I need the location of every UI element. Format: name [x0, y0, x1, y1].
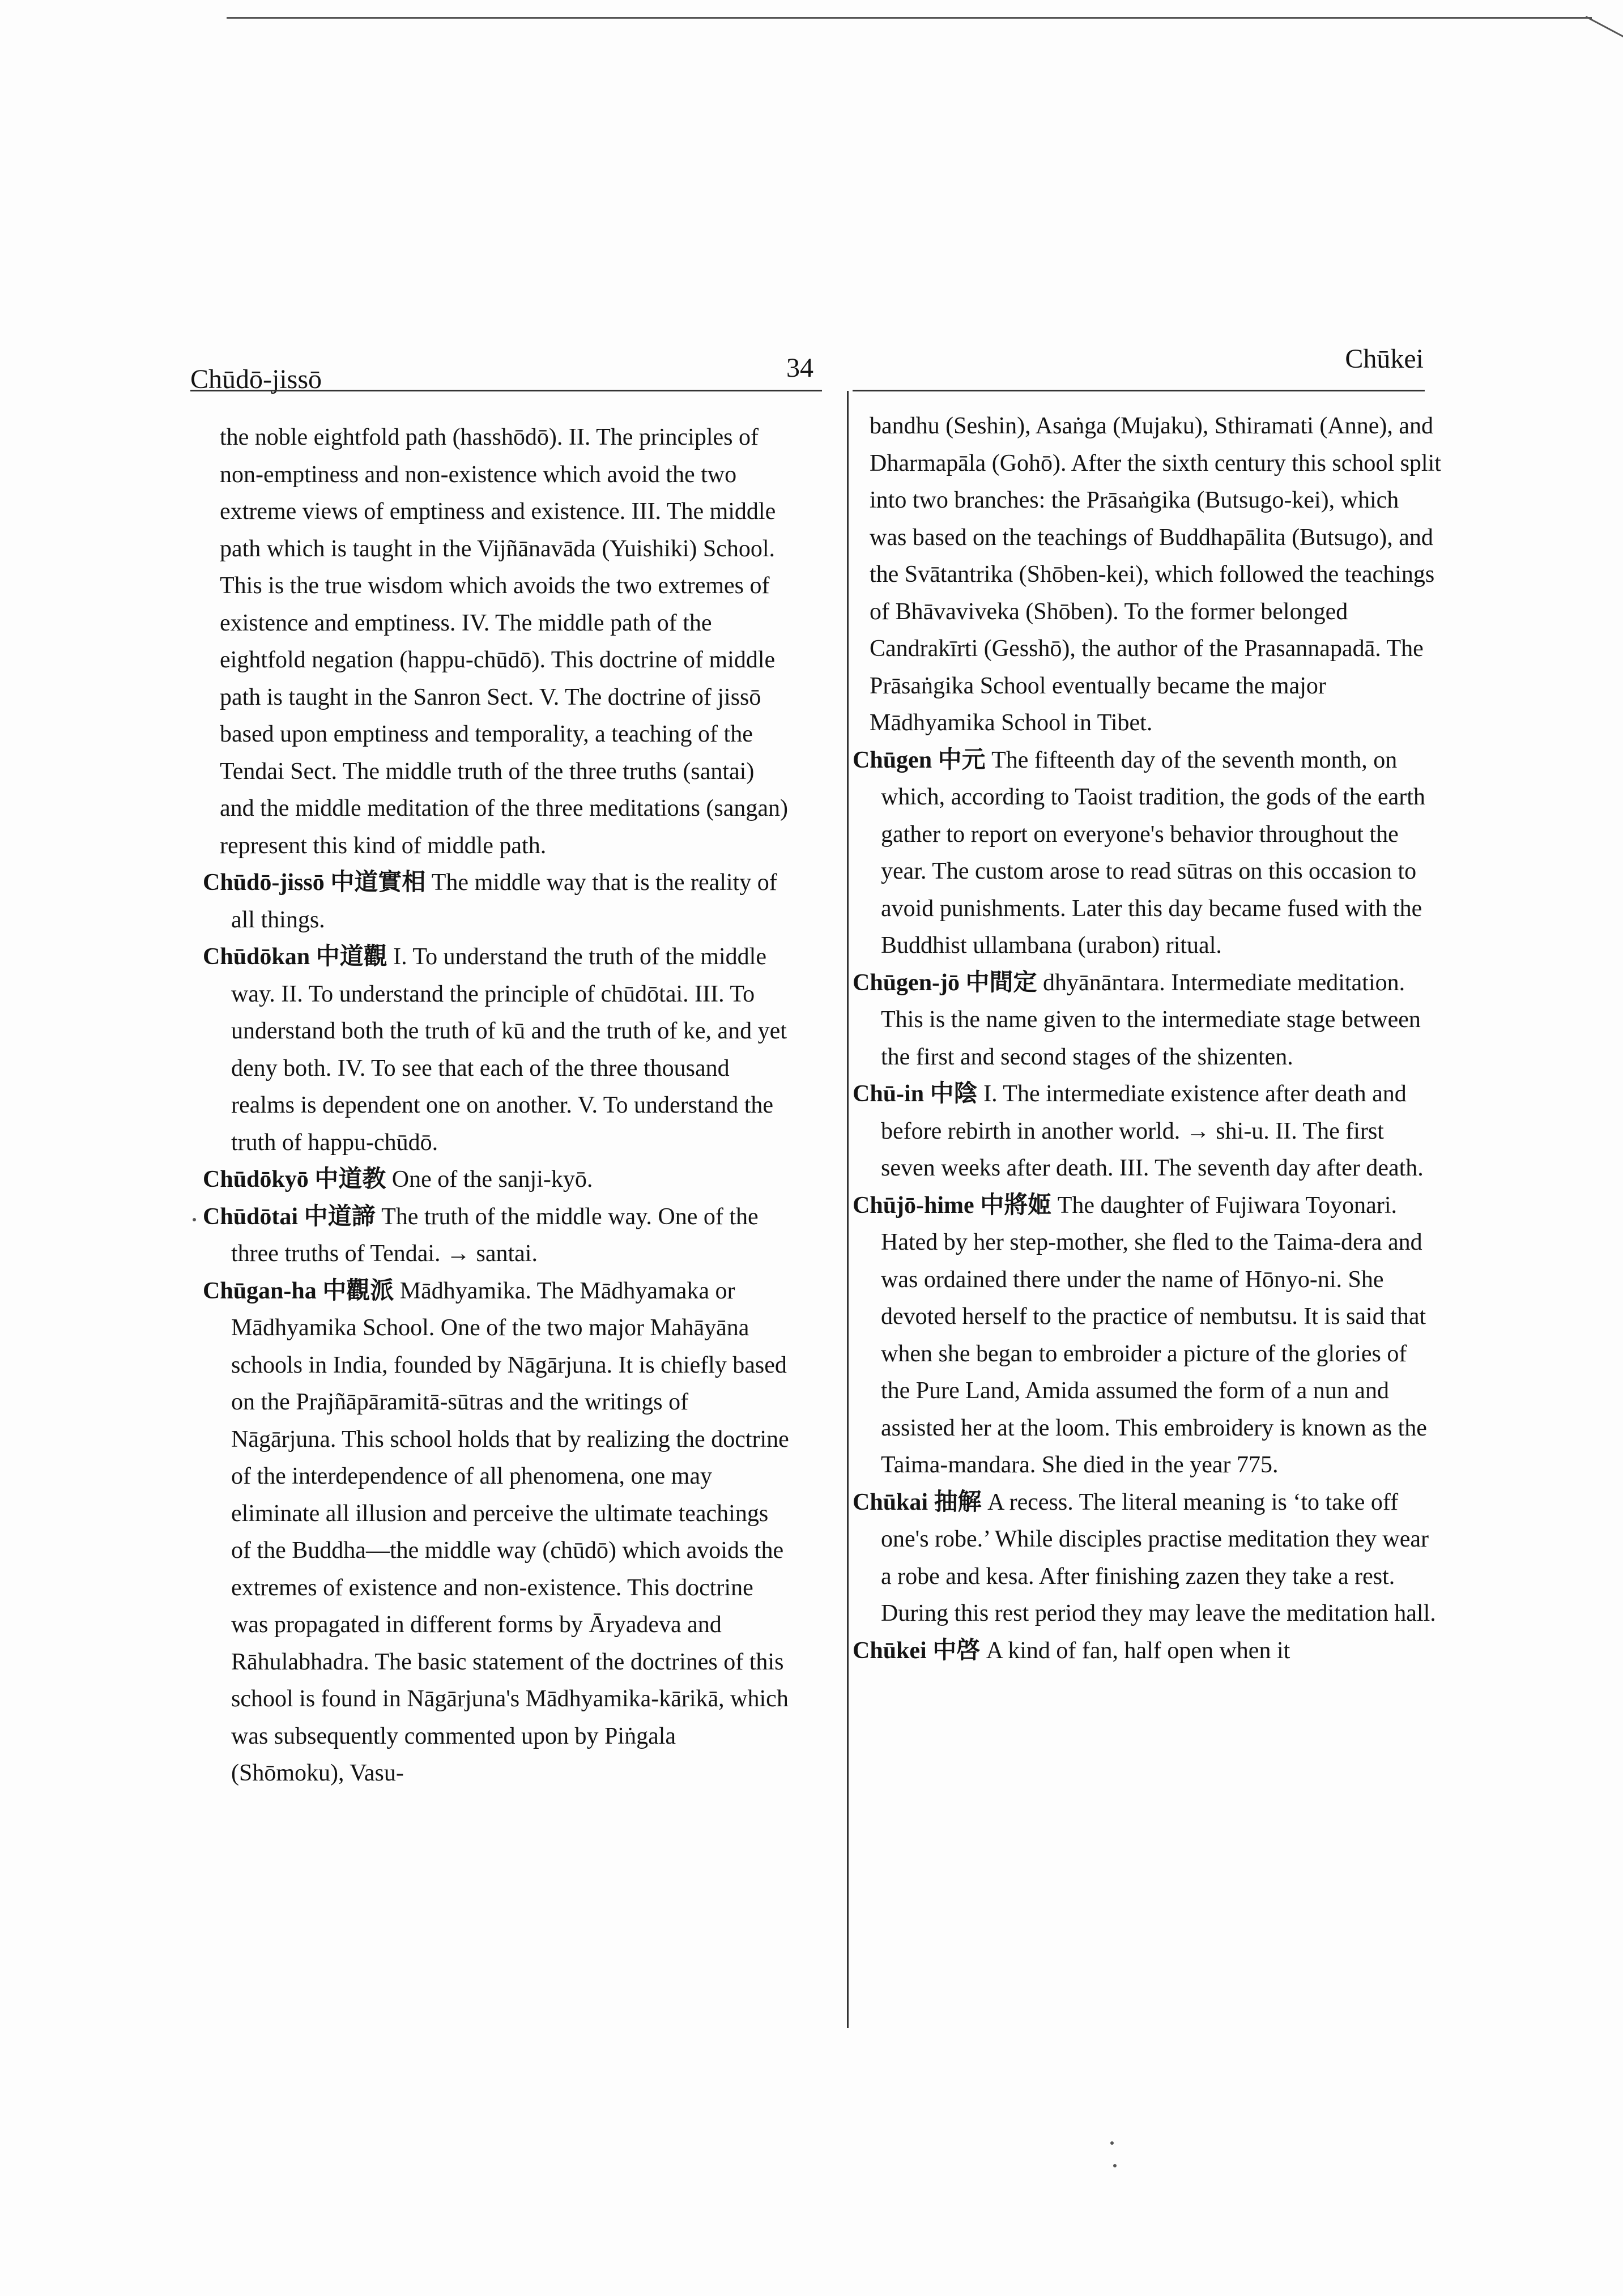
entry-term: Chūdōkan — [203, 944, 310, 970]
continuation-text: bandhu (Seshin), Asaṅga (Mujaku), Sthiramati (Anne), and Dharmapāla (Gohō). After the sixth century this school split into two branches: the Prāsaṅgika (Butsugo-kei), which was based on the teachings of Buddhapālita (Butsugo), and the Svātantrika (Shōben-kei), which followed the teachings of Bhāvaviveka (Shōben). To the former belonged Candrakīrti (Gesshō), the author of the Prasannapadā. The Prāsaṅgika School eventually became the major Mādhyamika School in Tibet. — [870, 413, 1441, 736]
entry-definition: dhyānāntara. Intermediate meditation. This is the name given to the intermediate stage between the first and second stages of the shizenten. — [881, 969, 1421, 1070]
entry-term: Chū-in — [853, 1081, 925, 1107]
scan-speck — [193, 1218, 196, 1221]
running-head-right: Chūkei — [1345, 344, 1424, 374]
entry-term: Chūkai — [853, 1489, 928, 1515]
entry-kanji: 中觀派 — [322, 1277, 394, 1304]
left-column — [203, 419, 792, 1792]
entry-kanji: 中道實相 — [330, 870, 426, 896]
entry-definition: The middle way that is the reality of all things. — [231, 870, 777, 933]
entry-term: Chūdōkyō — [203, 1166, 309, 1192]
scan-speck — [1110, 2141, 1114, 2145]
dictionary-entry — [203, 864, 792, 939]
entry-definition: I. The intermediate existence after death and before rebirth in another world. → shi-u. II. The first seven weeks after death. III. The seventh day after death. — [881, 1081, 1424, 1181]
entry-definition: A recess. The literal meaning is ‘to take off one's robe.’ While disciples practise meditation they wear a robe and kesa. After finishing zazen they take a rest. During this rest period they may leave the meditation hall. — [881, 1489, 1436, 1626]
entry-term: Chūkei — [853, 1637, 927, 1664]
dictionary-entry — [853, 1633, 1442, 1670]
scan-speck — [1113, 2164, 1117, 2167]
page-top-rule — [227, 17, 1592, 19]
dictionary-entry — [853, 1484, 1442, 1633]
entry-kanji: 中道教 — [314, 1166, 386, 1192]
entry-term: Chūdō-jissō — [203, 870, 325, 896]
entry-definition: I. To understand the truth of the middle way. II. To understand the principle of chūdōtai. III. To understand both the truth of kū and the truth of ke, and yet deny both. IV. To see that each of the three thousand realms is dependent one on another. V. To understand the truth of happu-chūdō. — [231, 944, 787, 1156]
entry-definition: The daughter of Fujiwara Toyonari. Hated by her step-mother, she fled to the Taima-dera and was ordained there under the name of Hōnyo-ni. She devoted herself to the practice of nembutsu. It is said that when she began to embroider a picture of the glories of the Pure Land, Amida assumed the form of a nun and assisted her at the loom. This embroidery is known as the Taima-mandara. She died in the year 775. — [881, 1192, 1427, 1478]
entry-kanji: 中道觀 — [316, 944, 387, 970]
page-corner-mark — [1586, 16, 1623, 41]
entry-definition: The truth of the middle way. One of the three truths of Tendai. → santai. — [231, 1203, 759, 1267]
page-number: 34 — [786, 353, 813, 383]
entry-definition: One of the sanji-kyō. — [391, 1166, 593, 1192]
entry-kanji: 中陰 — [930, 1081, 978, 1107]
dictionary-entry — [853, 1187, 1442, 1484]
entry-kanji: 抽解 — [934, 1489, 982, 1515]
entry-term: Chūjō-hime — [853, 1192, 974, 1219]
dictionary-entry — [853, 965, 1442, 1076]
entry-term: Chūgen-jō — [853, 969, 960, 996]
entry-kanji: 中間定 — [965, 969, 1037, 996]
header-rule-right — [853, 390, 1425, 391]
continuation-text: the noble eightfold path (hasshōdō). II. The principles of non-emptiness and non-existence which avoid the two extreme views of emptiness and existence. III. The middle path which is taught in the Vijñānavāda (Yuishiki) School. This is the true wisdom which avoids the two extremes of existence and emptiness. IV. The middle path of the eightfold negation (happu-chūdō). This doctrine of middle path is taught in the Sanron Sect. V. The doctrine of jissō based upon emptiness and temporality, a teaching of the Tendai Sect. The middle truth of the three truths (santai) and the middle meditation of the three meditations (sangan) represent this kind of middle path. — [220, 424, 789, 859]
entry-kanji: 中啓 — [932, 1637, 981, 1664]
header-rule-left — [190, 390, 822, 391]
entry-term: Chūgen — [853, 747, 932, 773]
entry-term: Chūdōtai — [203, 1203, 299, 1230]
dictionary-entry — [853, 1076, 1442, 1187]
dictionary-entry — [203, 939, 792, 1161]
column-divider — [847, 391, 849, 2028]
entry-definition: Mādhyamika. The Mādhyamaka or Mādhyamika School. One of the two major Mahāyāna schools in India, founded by Nāgārjuna. It is chiefly based on the Prajñāpāramitā-sūtras and the writings of Nāgārjuna. This school holds that by realizing the doctrine of the interdependence of all phenomena, one may eliminate all illusion and perceive the ultimate teachings of the Buddha—the middle way (chūdō) which avoids the extremes of existence and non-existence. This doctrine was propagated in different forms by Āryadeva and Rāhulabhadra. The basic statement of the doctrines of this school is found in Nāgārjuna's Mādhyamika-kārikā, which was subsequently commented upon by Piṅgala (Shōmoku), Vasu- — [231, 1277, 789, 1786]
running-head-left: Chūdō-jissō — [190, 364, 322, 394]
dictionary-entry — [853, 742, 1442, 965]
dictionary-entry — [203, 1199, 792, 1273]
dictionary-entry — [203, 1273, 792, 1792]
entry-kanji: 中道諦 — [304, 1203, 376, 1230]
entry-kanji: 中將姬 — [980, 1192, 1052, 1219]
right-column — [853, 408, 1442, 1669]
dictionary-entry — [203, 1161, 792, 1199]
entry-term: Chūgan-ha — [203, 1277, 317, 1304]
entry-definition: A kind of fan, half open when it — [986, 1637, 1290, 1664]
entry-definition: The fifteenth day of the seventh month, on which, according to Taoist tradition, the gods of the earth gather to report on everyone's behavior throughout the year. The custom arose to read sūtras on this occasion to avoid punishments. Later this day became fused with the Buddhist ullambana (urabon) ritual. — [881, 747, 1425, 959]
entry-kanji: 中元 — [938, 747, 986, 773]
